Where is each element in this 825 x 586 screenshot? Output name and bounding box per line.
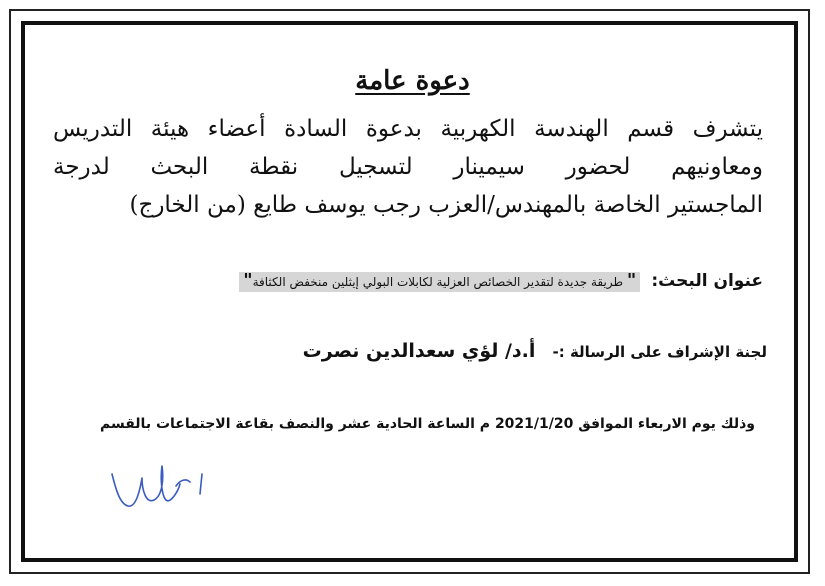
invitation-line: يتشرف قسم الهندسة الكهربية بدعوة السادة أعضاء هيئة التدريس: [53, 116, 763, 142]
invitation-line: ومعاونيهم لحضور سيمينار لتسجيل نقطة البحث لدرجة: [53, 154, 763, 180]
date-text: وذلك يوم الاربعاء الموافق 2021/1/20 م الساعة الحادية عشر والنصف بقاعة الاجتماعات بالقسم: [100, 416, 755, 432]
research-title-value: طريقة جديدة لتقدير الخصائص العزلية لكابلات البولي إيثلين منخفض الكثافة: [252, 275, 624, 289]
research-title-row: [239, 270, 763, 291]
invitation-line: الماجستير الخاصة بالمهندس/العزب رجب يوسف طايع (من الخارج): [129, 192, 763, 218]
document-title: دعوة عامة: [355, 66, 470, 96]
research-title-value-box: [239, 272, 640, 292]
invitation-paragraph: [53, 110, 763, 224]
supervision-label: لجنة الإشراف على الرسالة :-: [552, 343, 767, 361]
supervision-row: [303, 340, 767, 362]
signature: [106, 460, 216, 518]
date-row: [55, 413, 755, 435]
research-title-label: عنوان البحث:: [651, 271, 763, 291]
supervisor-name: أ.د/ لؤي سعدالدين نصرت: [302, 340, 536, 362]
close-quote: ": [243, 270, 253, 291]
open-quote: ": [626, 270, 637, 291]
